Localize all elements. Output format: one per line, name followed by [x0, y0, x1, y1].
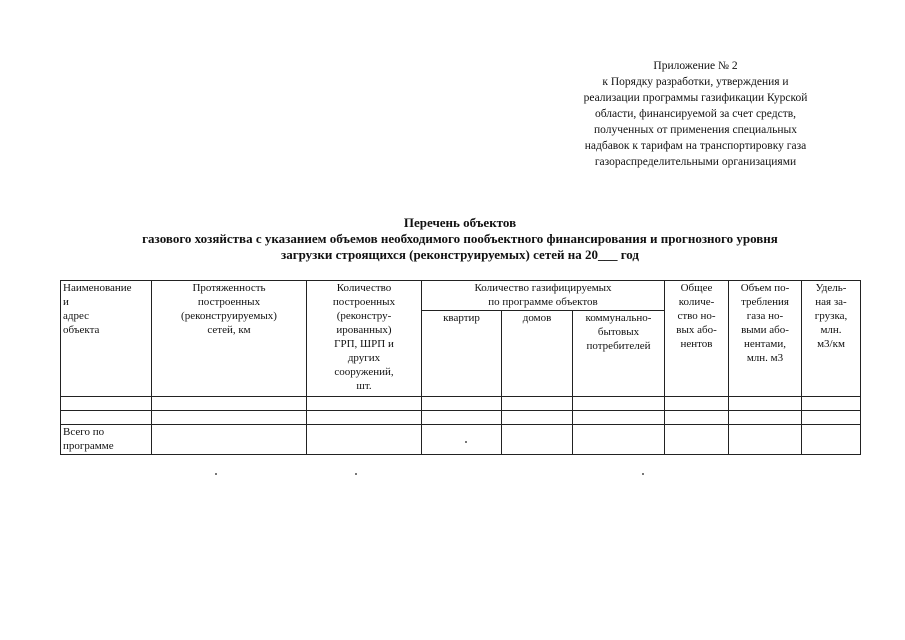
table-row: [61, 411, 861, 425]
header-new-subscribers: Общее количе- ство но- вых або- нентов: [665, 281, 729, 397]
total-row: [61, 425, 861, 455]
appendix-line: полученных от применения специальных: [594, 124, 797, 136]
header-name: Наименование и адрес объекта: [61, 281, 152, 397]
header-gas-consumption: Объем по- требления газа но- выми або- нентами, млн. м3: [729, 281, 802, 397]
appendix-line: реализации программы газификации Курской: [583, 92, 808, 104]
header-apartments: квартир: [422, 311, 502, 397]
table-row: [61, 397, 861, 411]
appendix-note: [548, 58, 843, 170]
scan-speck: [642, 473, 644, 475]
appendix-line: к Порядку разработки, утверждения и: [602, 76, 789, 88]
scan-speck: [215, 473, 217, 475]
header-structures-count: Количество построенных (реконстру- ированных) ГРП, ШРП и других сооружений, шт.: [307, 281, 422, 397]
title-line: загрузки строящихся (реконструируемых) сетей на 20___ год: [281, 247, 639, 262]
appendix-line: газораспределительными организациями: [594, 156, 797, 168]
objects-table: [60, 280, 861, 455]
title-line: газового хозяйства с указанием объемов необходимого пообъектного финансирования и прогнозного уровня: [142, 231, 778, 246]
appendix-line: Приложение № 2: [653, 60, 738, 72]
header-communal-consumers: коммунально- бытовых потребителей: [573, 311, 665, 397]
header-gasified-objects: Количество газифицируемых по программе объектов: [422, 281, 665, 311]
total-label: Всего по программе: [61, 425, 152, 455]
appendix-line: области, финансируемой за счет средств,: [594, 108, 797, 120]
header-length: Протяженность построенных (реконструируемых) сетей, км: [152, 281, 307, 397]
appendix-line: надбавок к тарифам на транспортировку газа: [584, 140, 807, 152]
header-specific-load: Удель- ная за- грузка, млн. м3/км: [802, 281, 861, 397]
scan-speck: [465, 441, 467, 443]
title-line: Перечень объектов: [403, 215, 517, 230]
scan-speck: [355, 473, 357, 475]
header-houses: домов: [502, 311, 573, 397]
document-title: [60, 215, 860, 263]
